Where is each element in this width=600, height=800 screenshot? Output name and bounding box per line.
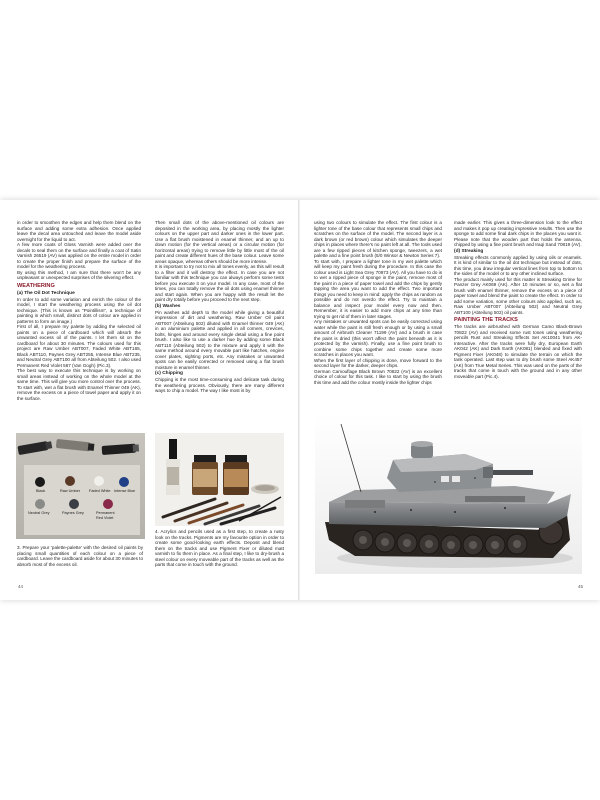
paragraph: The tracks are airbrushed with German Camo Black-Brown 70822 (AV) and received some rust tones using weathering pencils Rust and Streaking Effects Set AK10041 from AK-Interactive. After the tracks were fully dry, European Earth AK042 (AK) and Dark Earth (AK081) blended and fixed with Pigment Fixer (AK048) to simulate the terrain on which the tank operated. Last step was to dry brush some Steel AK457 (AK) from True Metal Series. This was used on the parts of the tracks that come in touch with the ground and in any other moveable part (Pic.4). [454, 324, 582, 379]
caption-3: 3. Prepare your 'palette-palette' with the desired oil paints by placing small quantities of each colour on a piece of cardboard. Leave the cardboard aside for about 30 minutes to absorb most of the excess oil. [17, 545, 143, 567]
palette-label-paynes-grey: Paynes Grey [62, 511, 84, 515]
paragraph: Chipping is the most time-consuming and delicate task during the weathering process. Obviously, there are many different ways to chip a model. The way I like most is by [155, 377, 284, 393]
paragraph: in order to smoothen the edges and help them blend on the surface and adding some extra adhesion. Once applied leave the decal area untouched and leave the model aside overnight for the liquid to act. [17, 220, 141, 242]
paragraph: It is important to try not to mix all tones evenly, as this will result to a filter and it will destroy the effect. In case you are not familiar with this technique you can always perform some tests before you execute it on your model. In any case, most of the times, you can totally remove the oil dots using enamel thinner and start again. When you are happy with the result let the paint dry totally before you proceed to the next step. [155, 264, 284, 302]
palette-label-neutral-grey: Neutral Grey [28, 511, 50, 515]
paragraph: using two colours to simulate the effect. The first colour is a lighter tone of the base colour that represents small chips and scratches on the surface of the model. The second layer is a dark brown (or red brown) colour which simulates the deeper chips in places where there's no paint left at all. The tools used are a few ripped pieces of kitchen sponge, tweezers, a wet palette and a fine point brush (5/0 Winsor & Newton Series 7). [314, 220, 442, 258]
right-page [300, 200, 600, 600]
palette-label-red-violet: Red Violet [96, 516, 114, 520]
palette-photo-image [16, 433, 145, 539]
left-column-2 [155, 220, 284, 394]
paragraph: German Camouflage Black Brown 70822 (AV) is an excellent choice of colour for this task. I like to start by using the brush this time and add the colour mostly inside the lighter chips [314, 368, 442, 385]
palette-label-permanent: Permanent [96, 511, 115, 515]
section-heading: PAINTING THE TRACKS [454, 317, 518, 323]
pigments-photo [155, 433, 284, 526]
caption-4: 4. Acrylics and pencils used as a first step, to create a rusty look on the tracks. Pigments are my favourite option in order to create some good-looking earth effects. Deposit and blend them on the tracks and use Pigment Fixer or diluted matt varnish to fix them in place. As a final step, I like to dry-brush a steel colour on every moveable part of the tracks as well as the parts that come in touch with the ground. [155, 529, 284, 567]
palette-label-faded-white: Faded White [89, 489, 111, 493]
section-heading: WEATHERING [17, 282, 55, 289]
paragraph: Streaking effects commonly applied by using oils or enamels. It is kind of similar to the oil dot technique but instead of dots, this time, you draw irregular vertical lines from top to bottom to the sides of the model or to any other inclined surface. [454, 254, 582, 276]
palette-photo [16, 433, 145, 539]
left-column-1 [17, 220, 141, 401]
subsection-heading: (c) Chipping [155, 371, 183, 376]
paragraph: Then small dots of the above-mentioned oil colours are deposited in the working area, by placing mostly the lighter colours on the upper part and darker ones in the lower part. Use a flat brush moistened in enamel thinner, and an up to down motion (for the vertical areas) or a circular motion (for horizontal areas) trying to remove little by little most of the oil paint and create different hues of the base colour. Leave some areas opaque, whereas others should be more intense. [155, 220, 284, 264]
paragraph: To start with, I prepare a lighter tone in my wet palette which will keep my paint fresh during the procedure. In this case the colour used is Light Sea Grey 70973 (AV). All you have to do is to wet a ripped piece of sponge in the paint, remove most of the paint in a piece of paper towel and add the chips by gently tapping the area you want to add the effect. Two important things you need to keep in mind: apply the chips as random as possible and do not overdo the effect. Try to maintain a balance and inspect your model every now and then. Remember, it is easier to add more chips at any time than trying to get rid of them in later stages. [314, 258, 442, 319]
paragraph: In order to add some variation and enrich the colour of the model, I start the weathering process using the oil dot technique. (This is known as "Pointillism", a technique of painting in which small, distinct dots of colour are applied in patterns to form an image.) [17, 296, 141, 324]
paragraph: First of all, I prepare my palette by adding the selected oil paints on a piece of cardboard which will absorb the unwanted excess oil of the paints. I let them sit on the cardboard for about 30 minutes. The colours used for this project are Raw Umber ABT007, Faded White ABT165, Black ABT110, Paynes Grey ABT255, Intense Blue ABT235, and Neutral Grey ABT100 all from Abteilung 502. I also used Permanent Red Violet 567 (Van Gogh) (Pic.3). [17, 324, 141, 368]
palette-label-intense-blue: Intense Blue [114, 489, 136, 493]
palette-label-raw-umber: Raw Umber [60, 489, 81, 493]
tank-photo [315, 412, 582, 574]
palette-label-black: Black [36, 489, 46, 493]
subsection-heading: (a) The Oil Dot Technique [17, 290, 75, 296]
tank-photo-image [315, 412, 582, 574]
subsection-heading: (d) Streaking [454, 248, 484, 254]
paragraph: The best way to execute this technique is by working on small areas instead of working on the whole model at the same time. This will give you more control over the process. To start with, wet a flat brush with Enamel Thinner 049 (AK), remove the excess on a piece of towel paper and apply it on the surface. [17, 368, 141, 401]
pigments-photo-image [155, 433, 284, 526]
left-page [0, 200, 300, 600]
paragraph: By using this method, I am sure that there won't be any unpleasant or unexpected surprises of the silvering effect. [17, 269, 141, 280]
right-column-2 [454, 220, 582, 379]
paragraph: When the first layer of chipping is done, move forward to the second layer for the darker, deeper chips. [314, 357, 442, 368]
paragraph: made earlier. This gives a three-dimension look to the effect and makes it pop up creating impressive results. Then use the sponge to add some final dark chips in the places you want it. Please note that the wooden part that holds the antenna, chipped by using a fine point brush and Iraqi Sand 70819 (AV). [454, 220, 582, 247]
paragraph: The product mainly used for this matter is Streaking Grime for Panzer Grey AK069 (AK). After 10 minutes or so, wet a flat brush with enamel thinner, remove the excess on a piece of paper towel and blend the paint to create the effect. In order to add some variation, some other colours also applied, such as, Raw Umber ABT007 (Abteilung 502) and Neutral Grey ABT100 (Abteilung 502) oil paints. [454, 276, 582, 315]
paragraph: Pin washes add depth to the model while giving a beautiful impression of dirt and weathering. Raw Umber Oil paint ABT007 (Abteilung 502) diluted with Enamel thinner 049 (AK) in an aluminium palette and applied in all corners, crevices, bolts, hinges and around every single detail using a fine point brush. I also like to use a darker hue by adding some Black ABT110 (Abteilung 502) to the mixture and apply it with the same method around every movable part like hatches, engine cover plates, sighting ports, etc. Any mistakes or unwanted spots can be easily corrected or removed using a flat brush moisture in enamel thinner. [155, 309, 284, 370]
subsection-heading: (b) Washes [155, 303, 181, 309]
page-number-left: 44 [18, 584, 24, 589]
right-column-1 [314, 220, 442, 385]
magazine-spread [0, 200, 600, 600]
paragraph: Any mistakes or unwanted spots can be easily corrected using water while the paint is still fresh enough or by using a small amount of Airbrush Cleaner 71199 (AV) and a brush in case the paint is dried (this won't affect the paint beneath as it is protected by the varnish). Finally, use a fine point brush to combine some chips together and create some more scratches in places you want. [314, 319, 442, 357]
page-number-right: 45 [578, 584, 584, 589]
paragraph: A few more coats of Gloss Varnish were added over the decals to seal them on the surface and finally a coat of Satin Varnish 26519 (AV) was applied on the entire model in order to create the proper finish and prepare the surface of the model for the weathering process. [17, 242, 141, 269]
